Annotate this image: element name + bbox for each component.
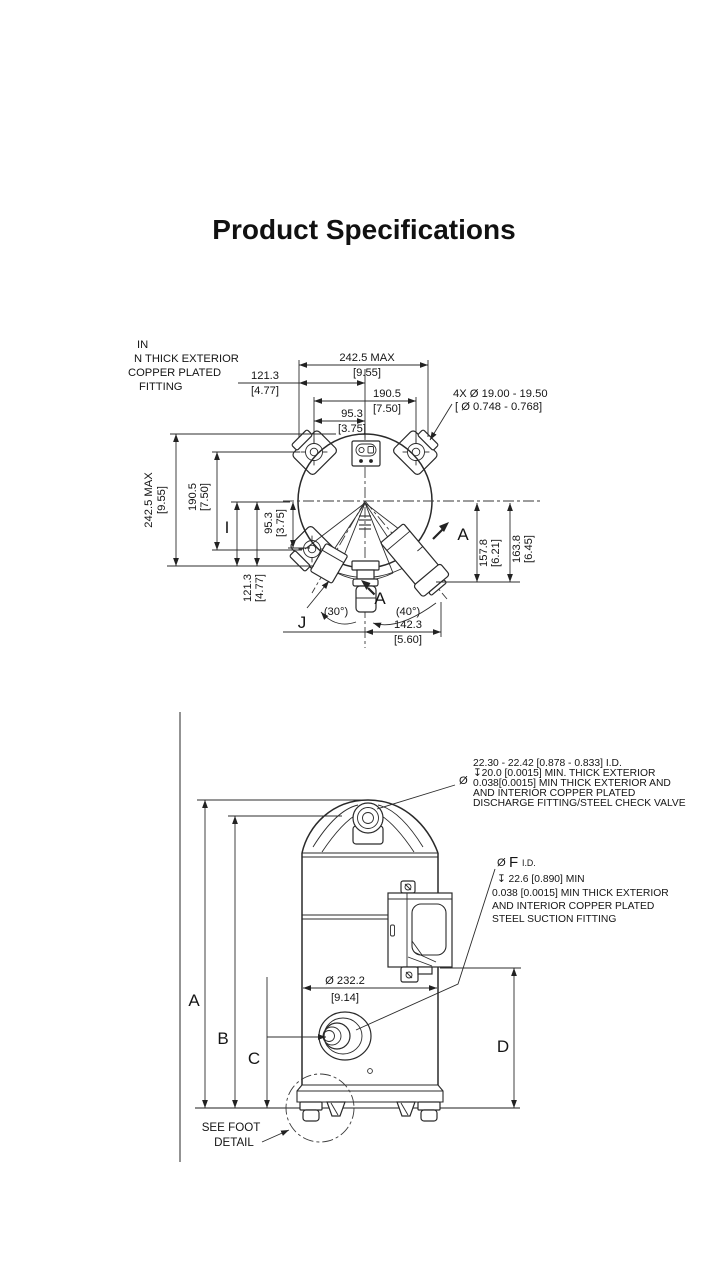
discharge-note-line1: 22.30 - 22.42 [0.878 - 0.833] I.D. xyxy=(473,758,622,769)
angle-40-label: (40°) xyxy=(395,606,421,618)
discharge-note-line5: DISCHARGE FITTING/STEEL CHECK VALVE xyxy=(473,798,686,809)
dim-95-in: [3.75] xyxy=(338,423,366,435)
foot-detail-note xyxy=(202,1121,289,1149)
discharge-fitting xyxy=(313,803,423,852)
section-label-a-lower: A xyxy=(374,589,386,608)
dim-190-in: [7.50] xyxy=(373,403,401,415)
dim-121-mm: 121.3 xyxy=(251,370,279,382)
compressor-side-view xyxy=(180,712,686,1162)
discharge-note xyxy=(377,758,686,809)
clipped-note-line2: N THICK EXTERIOR xyxy=(134,353,239,365)
suction-note-line2: ↧ 22.6 [0.890] MIN xyxy=(497,874,585,885)
dimensions-top xyxy=(238,352,428,444)
discharge-note-line3: 0.038[0.0015] MIN THICK EXTERIOR AND xyxy=(473,778,671,789)
dim-95-mm: 95.3 xyxy=(341,408,363,420)
dim-163-mm: 163.8 xyxy=(511,535,523,563)
suction-note-line3: 0.038 [0.0015] MIN THICK EXTERIOR xyxy=(492,888,669,899)
dim-label-j: J xyxy=(297,613,307,632)
dim-157-mm: 157.8 xyxy=(478,539,490,567)
dim-121-left-in: [4.77] xyxy=(254,574,266,602)
base-and-feet xyxy=(195,1085,520,1121)
shell-vent-hole xyxy=(368,1069,373,1074)
fitting-40deg xyxy=(379,522,453,600)
dim-190-left-mm: 190.5 xyxy=(187,483,199,511)
terminal-box-top-view xyxy=(352,441,380,466)
dim-142-mm: 142.3 xyxy=(394,619,422,631)
suction-note-line4: AND INTERIOR COPPER PLATED xyxy=(492,901,655,912)
clipped-note-line4: FITTING xyxy=(139,381,183,393)
suction-note-line5: STEEL SUCTION FITTING xyxy=(492,914,617,925)
clipped-note-line1: IN xyxy=(137,339,149,351)
dim-190-left-in: [7.50] xyxy=(199,483,211,511)
dim-142-in: [5.60] xyxy=(394,634,422,646)
dim-163-in: [6.45] xyxy=(523,535,535,563)
dim-157-in: [6.21] xyxy=(490,539,502,567)
dim-label-b: B xyxy=(217,1029,229,1048)
dim-95-left-in: [3.75] xyxy=(275,509,287,537)
mounting-foot-top-right xyxy=(392,424,444,476)
discharge-note-line2: ↧20.0 [0.0015] MIN. THICK EXTERIOR xyxy=(473,768,656,779)
angle-30-label: (30°) xyxy=(323,606,349,618)
page-title: Product Specifications xyxy=(212,214,516,245)
dim-242-in: [9.55] xyxy=(353,367,381,379)
dim-242-left-mm: 242.5 MAX xyxy=(143,472,155,528)
bolt-note-line1: 4X Ø 19.00 - 19.50 xyxy=(453,388,548,400)
dim-232-mm: Ø 232.2 xyxy=(325,975,365,987)
dim-242-mm: 242.5 MAX xyxy=(339,352,395,364)
bolt-note-line2: [ Ø 0.748 - 0.768] xyxy=(455,401,543,413)
dim-190-mm: 190.5 xyxy=(373,388,401,400)
clipped-fitting-note xyxy=(128,339,239,393)
letter-dimensions xyxy=(188,800,521,1108)
suction-dia-symbol: Ø xyxy=(497,857,506,869)
section-arrow-a-upper xyxy=(433,522,449,539)
dimensions-right xyxy=(436,503,535,582)
mounting-foot-top-left xyxy=(286,424,338,476)
suction-f-label: F xyxy=(509,854,519,871)
dim-121-in: [4.77] xyxy=(251,385,279,397)
foot-note-line1: SEE FOOT xyxy=(201,1121,261,1134)
discharge-note-line4: AND INTERIOR COPPER PLATED xyxy=(473,788,636,799)
compressor-top-view xyxy=(128,339,548,648)
section-label-a-upper: A xyxy=(457,525,469,544)
dim-label-a: A xyxy=(188,991,200,1010)
dim-label-d: D xyxy=(496,1037,510,1056)
dim-95-left-mm: 95.3 xyxy=(263,512,275,534)
dim-242-left-in: [9.55] xyxy=(156,486,168,514)
terminal-box-side-view xyxy=(388,881,452,982)
suction-id-label: I.D. xyxy=(522,858,536,868)
clipped-note-line3: COPPER PLATED xyxy=(128,367,222,379)
dim-232-in: [9.14] xyxy=(331,992,359,1004)
bolt-hole-note xyxy=(430,388,548,440)
dim-label-i: I xyxy=(224,518,230,537)
suction-fitting xyxy=(319,1012,371,1060)
dim-121-left-mm: 121.3 xyxy=(242,574,254,602)
discharge-dia-symbol: Ø xyxy=(459,775,468,787)
foot-note-line2: DETAIL xyxy=(214,1136,254,1149)
dim-label-c: C xyxy=(247,1049,261,1068)
